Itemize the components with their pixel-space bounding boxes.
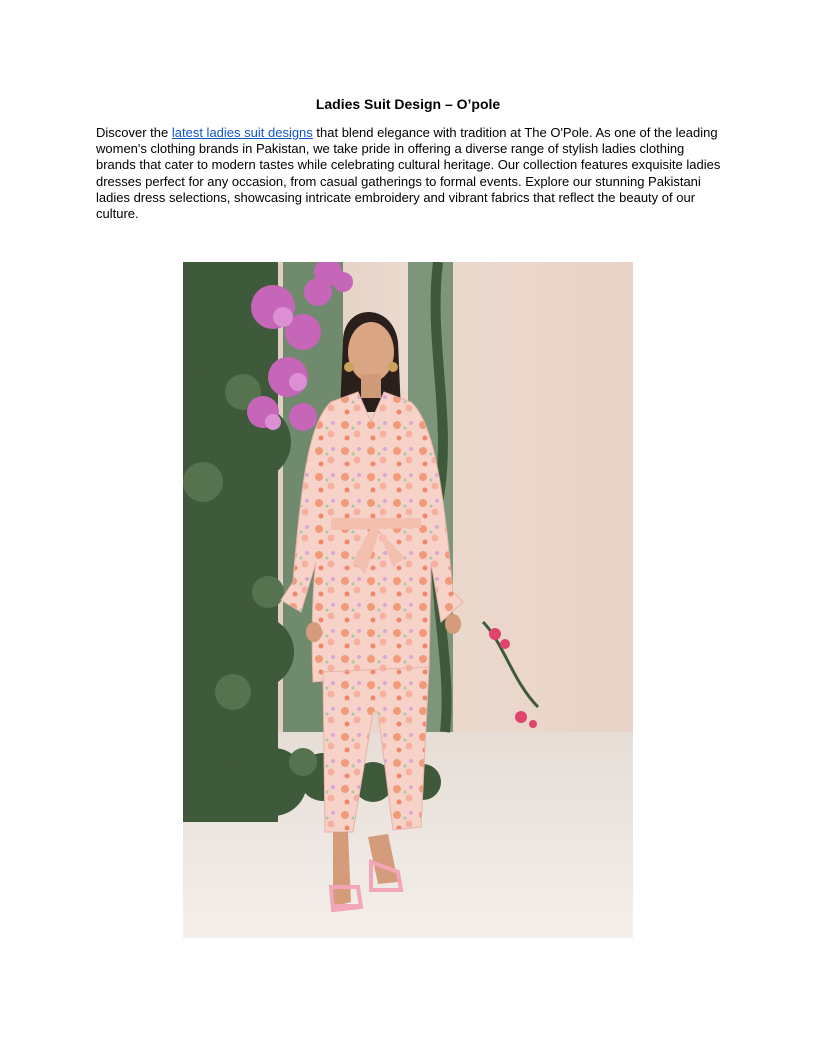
intro-text-start: Discover the [96,125,172,140]
model-face [348,322,394,382]
intro-paragraph [96,125,726,222]
product-photo [183,262,633,938]
intro-text-rest: that blend elegance with tradition at The O'Pole. As one of the leading women's clothing brands in Pakistan, we take pride in offering a diverse range of stylish ladies clothing brands that cater to modern tastes while celebrating cultural heritage. Our collection features exquisite ladies dresses perfect for any occasion, from casual gatherings to formal events. Explore our stunning Pakistani ladies dress selections, showcasing intricate embroidery and vibrant fabrics that reflect the beauty of our culture. [96,125,721,222]
latest-ladies-suit-designs-link[interactable]: latest ladies suit designs [171,125,313,140]
page-title: Ladies Suit Design – O’pole [315,96,501,112]
